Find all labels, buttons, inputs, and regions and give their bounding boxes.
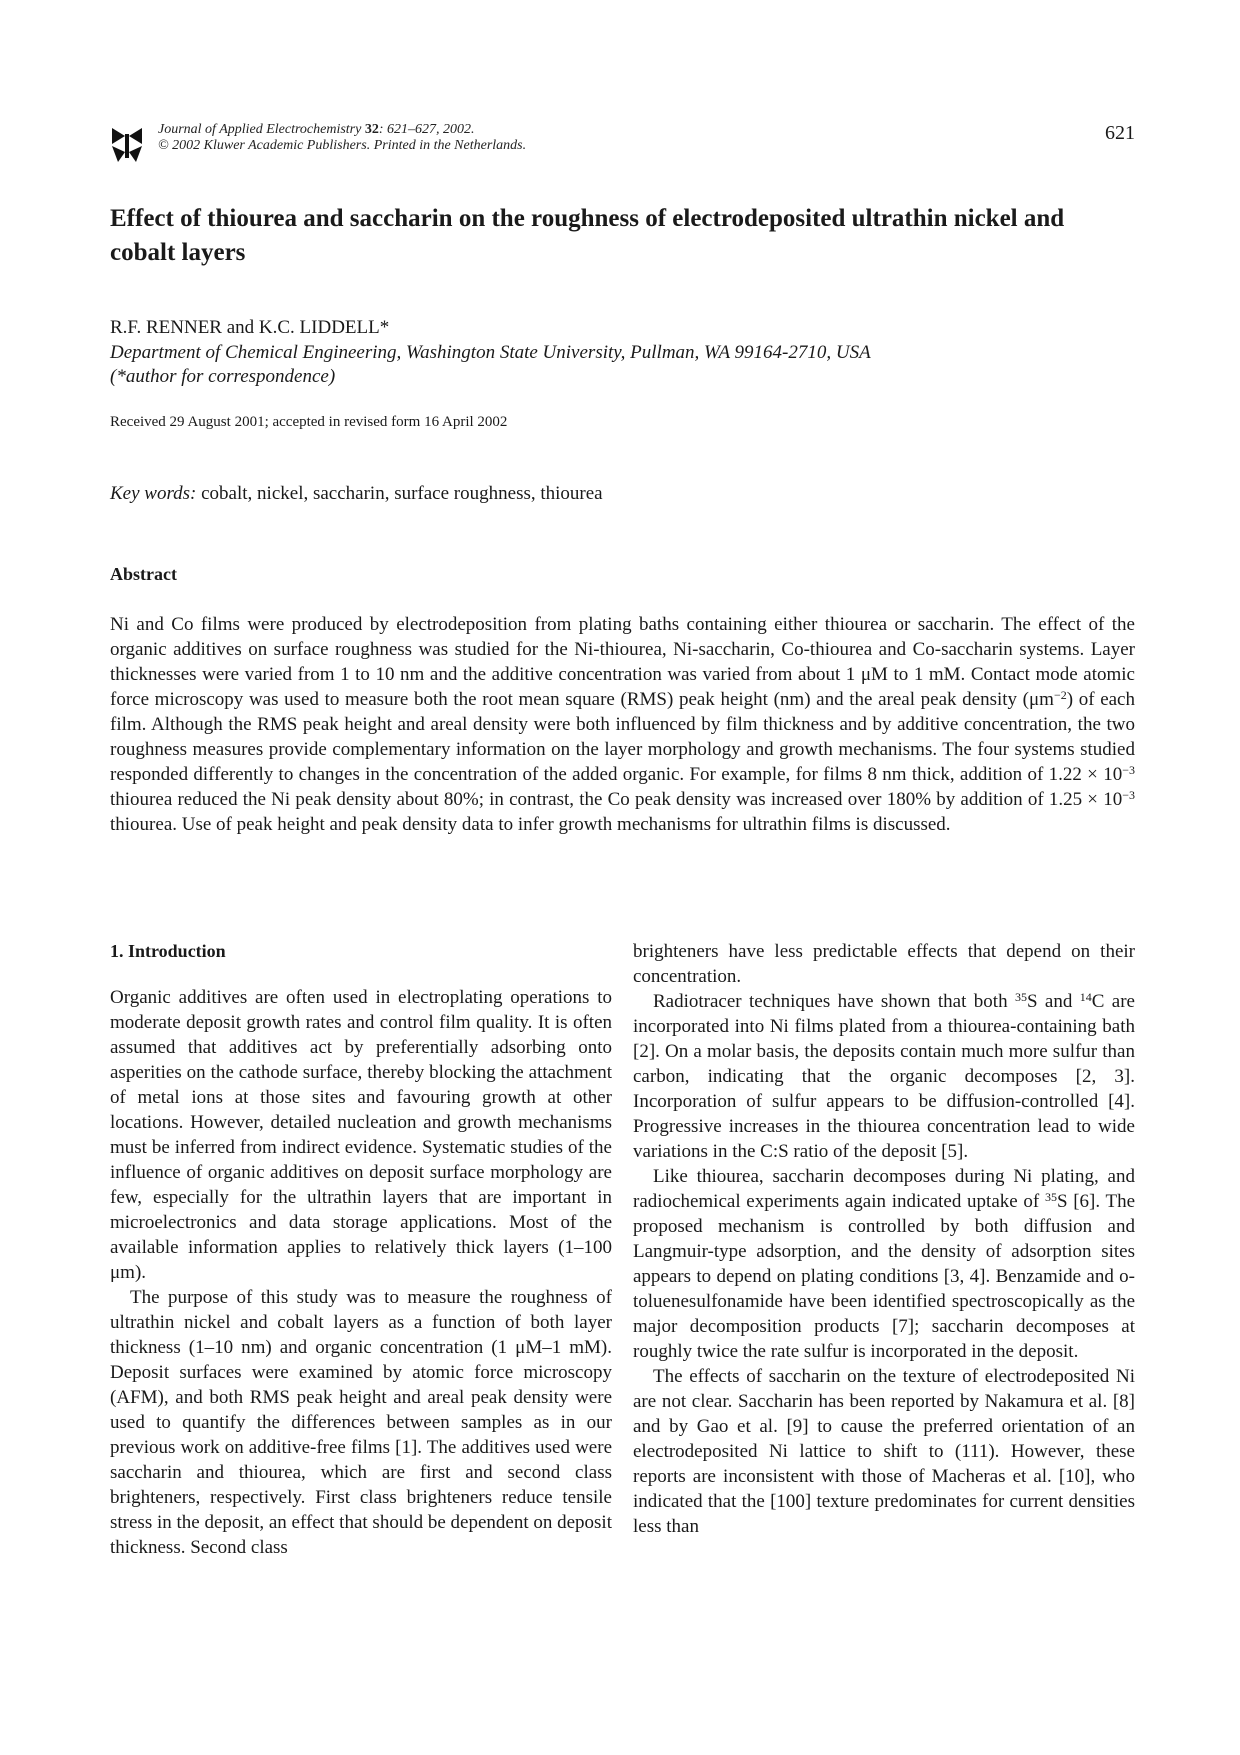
keywords — [110, 482, 603, 506]
abstract-text: Ni and Co films were produced by electrodeposition from plating baths containing either thiourea or saccharin. The effect of the organic additives on surface roughness was studied for the Ni-thiourea, Ni-saccharin, Co-thiourea and Co-saccharin systems. Layer thicknesses were varied from 1 to 10 nm and the additive concentration was varied from about 1 μM to 1 mM. Contact mode atomic force microscopy was used to measure both the root mean square (RMS) peak height (nm) and the areal peak density $(\mu m^{-2})$ of each film. Although the RMS peak height and areal density were both influenced by film thickness and by additive concentration, the two roughness measures provide complementary information on the layer morphology and growth mechanisms. The four systems studied responded differently to changes in the concentration of the added organic. For example, for films 8 nm thick, addition of $1.22 \times 10^{-3}$ thiourea reduced the Ni peak density about 80%; in contrast, the Co peak density was increased over 180% by addition of $1.25 \times 10^{-3}$ thiourea. Use of peak height and peak density data to infer growth mechanisms for ultrathin films is discussed. — [110, 614, 1135, 835]
keywords-text: cobalt, nickel, saccharin, surface roughness, thiourea — [201, 483, 603, 504]
affiliation-department: Department of Chemical Engineering, Washington State University, Pullman, WA 99164-2710, USA — [110, 342, 871, 363]
correspondence-note: (*author for correspondence) — [110, 366, 336, 387]
journal-volume: 32 — [364, 122, 379, 137]
paper-title: Effect of thiourea and saccharin on the roughness of electrodeposited ultrathin nickel and cobalt layers — [110, 205, 1065, 266]
abstract-heading: Abstract — [110, 564, 177, 584]
left-column — [110, 939, 612, 1560]
copyright-line: © 2002 Kluwer Academic Publishers. Printed in the Netherlands. — [158, 138, 527, 153]
paper-page — [110, 0, 1135, 1755]
journal-citation — [158, 122, 526, 154]
journal-header — [110, 122, 1135, 162]
right-paragraph-0: brighteners have less predictable effects that depend on their concentration. — [633, 941, 1135, 987]
received-dates: Received 29 August 2001; accepted in revised form 16 April 2002 — [110, 414, 508, 430]
journal-pages: : 621–627, 2002. — [378, 122, 475, 137]
intro-paragraph-2: The purpose of this study was to measure the roughness of ultrathin nickel and cobalt layers as a function of both layer thickness (1–10 nm) and organic concentration (1 μM–1 mM). Deposit surfaces were examined by atomic force microscopy (AFM), and both RMS peak height and areal peak density were used to quantify the differences between samples as in our previous work on additive-free films [1]. The additives used were saccharin and thiourea, which are first and second class brighteners, respectively. First class brighteners reduce tensile stress in the deposit, an effect that should be dependent on deposit thickness. Second class — [110, 1287, 612, 1558]
publisher-logo-icon — [110, 124, 144, 164]
affiliation — [110, 341, 1135, 389]
right-paragraph-3: The effects of saccharin on the texture of electrodeposited Ni are not clear. Saccharin has been reported by Nakamura et al. [8] and by Gao et al. [9] to cause the preferred orientation of an electrodeposited Ni lattice to shift to (111). However, these reports are inconsistent with those of Macheras et al. [10], who indicated that the [100] texture predominates for current densities less than — [633, 1366, 1135, 1537]
section-heading-introduction: 1. Introduction — [110, 941, 226, 961]
journal-name: Journal of Applied Electrochemistry — [158, 122, 362, 137]
right-paragraph-2: Like thiourea, saccharin decomposes during Ni plating, and radiochemical experiments again indicated uptake of $^{35}$S [6]. The proposed mechanism is controlled by both diffusion and Langmuir-type adsorption, and the density of adsorption sites appears to depend on plating conditions [3, 4]. Benzamide and o-toluenesulfonamide have been identified spectroscopically as the major decomposition products [7]; saccharin decomposes at roughly twice the rate sulfur is incorporated in the deposit. — [633, 1166, 1136, 1362]
page-number: 621 — [1105, 122, 1135, 144]
right-column — [633, 939, 1135, 1539]
keywords-label: Key words: — [110, 483, 197, 504]
author-list: R.F. RENNER and K.C. LIDDELL* — [110, 317, 390, 338]
right-paragraph-1: Radiotracer techniques have shown that both $^{35}$S and $^{14}$C are incorporated into Ni films plated from a thiourea-containing bath [2]. On a molar basis, the deposits contain much more sulfur than carbon, indicating that the organic decomposes [2, 3]. Incorporation of sulfur appears to be diffusion-controlled [4]. Progressive increases in the thiourea concentration lead to wide variations in the C:S ratio of the deposit [5]. — [633, 990, 1135, 1162]
intro-paragraph-1: Organic additives are often used in electroplating operations to moderate deposit growth rates and control film quality. It is often assumed that additives act by preferentially adsorbing onto asperities on the cathode surface, thereby blocking the attachment of metal ions at those sites and favouring growth at other locations. However, detailed nucleation and growth mechanisms must be inferred from indirect evidence. Systematic studies of the influence of organic additives on deposit surface morphology are few, especially for the ultrathin layers that are important in microelectronics and data storage applications. Most of the available information applies to relatively thick layers (1–100 μm). — [110, 987, 612, 1283]
